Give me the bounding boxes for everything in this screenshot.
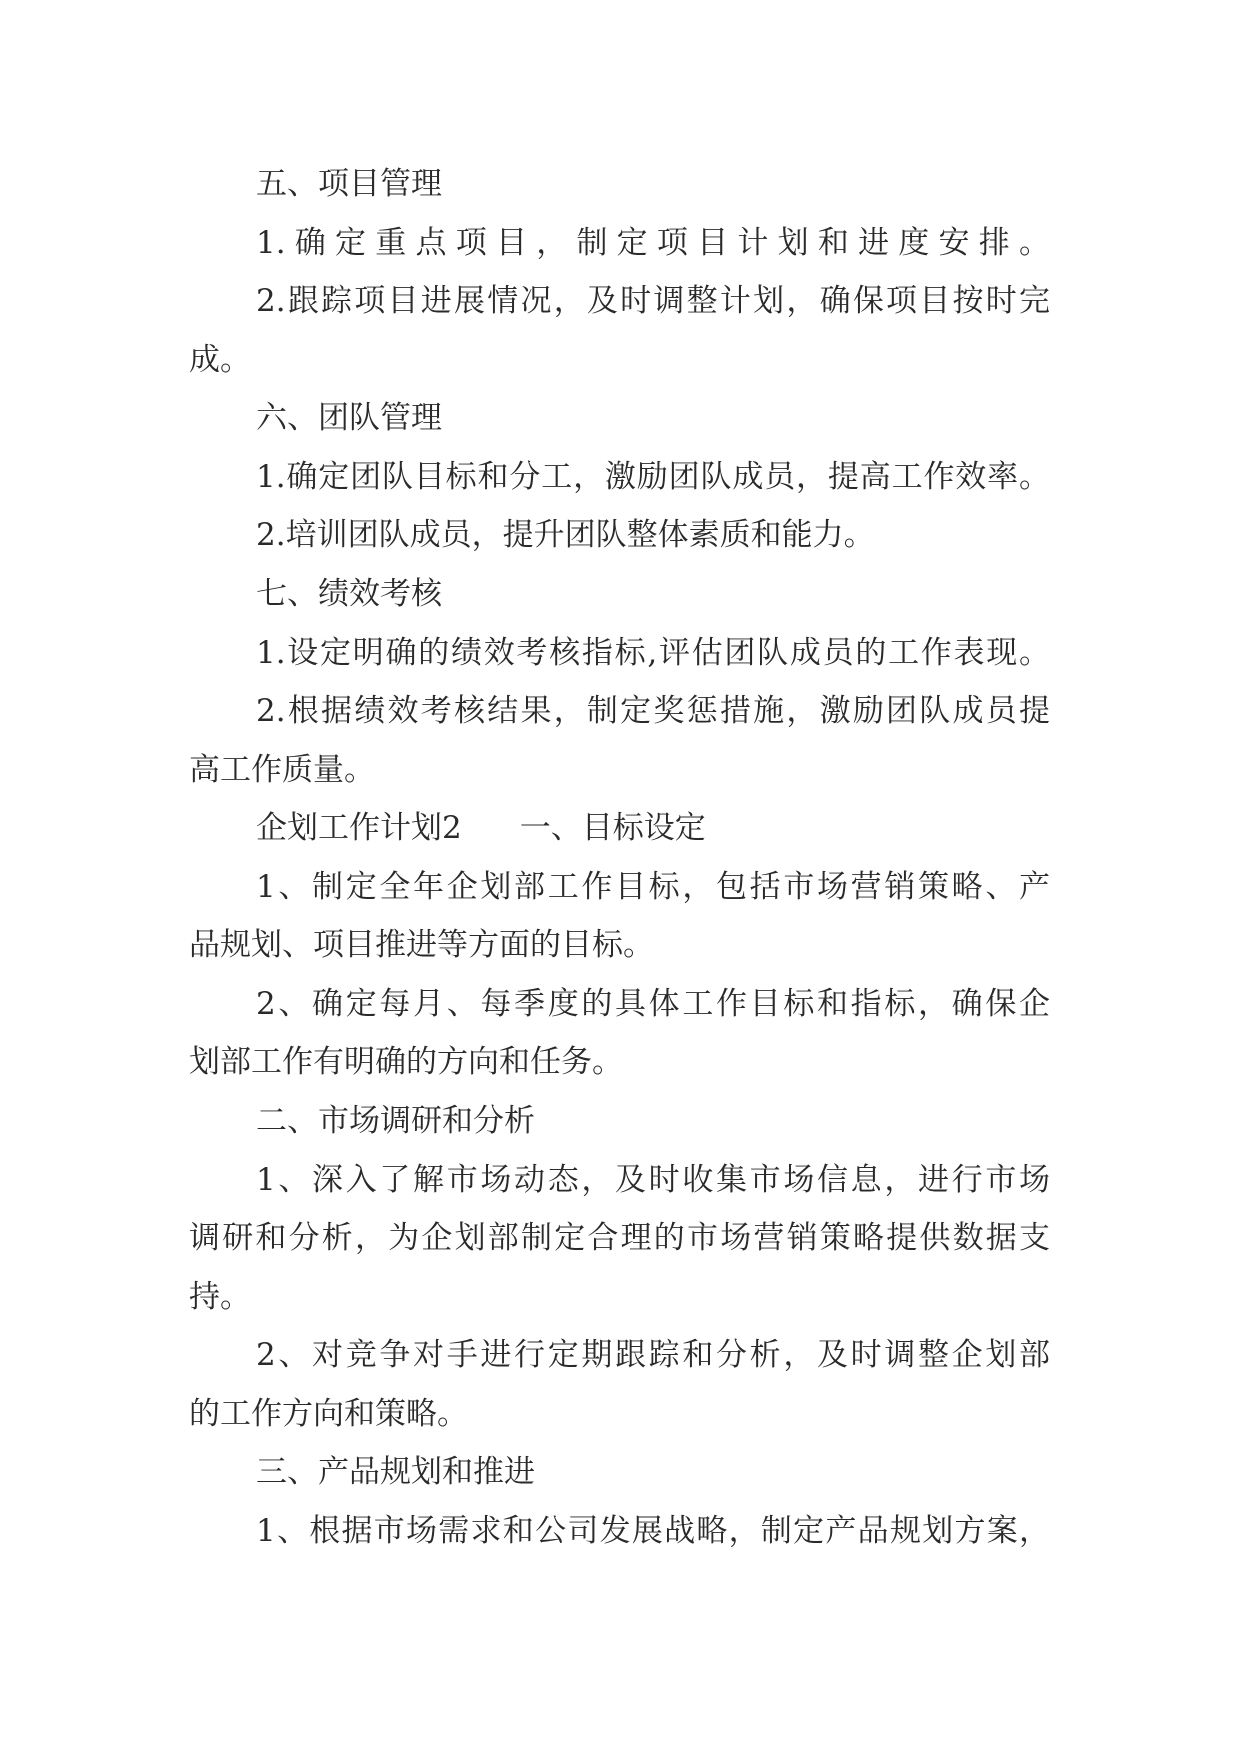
plan-title: 企划工作计划2 (256, 810, 462, 846)
paragraph-line: 2.根据绩效考核结果，制定奖惩措施，激励团队成员提 (256, 693, 1050, 729)
paragraph-line: 成。 (189, 342, 251, 378)
paragraph-line: 高工作质量。 (189, 752, 375, 788)
section-heading-7: 七、绩效考核 (256, 576, 442, 612)
paragraph-line: 1.确定重点项目，制定项目计划和进度安排。 (256, 225, 1050, 261)
paragraph-line: 1、根据市场需求和公司发展战略，制定产品规划方案， (256, 1513, 1050, 1549)
paragraph-line: 1.确定团队目标和分工，激励团队成员，提高工作效率。 (256, 459, 1050, 495)
paragraph-line: 2.跟踪项目进展情况，及时调整计划，确保项目按时完 (256, 283, 1050, 319)
section-heading-1: 一、目标设定 (519, 810, 706, 846)
section-heading-6: 六、团队管理 (256, 400, 442, 436)
paragraph-line: 品规划、项目推进等方面的目标。 (189, 927, 654, 963)
plan-title-line (256, 803, 706, 853)
section-heading-5: 五、项目管理 (256, 166, 442, 202)
paragraph-line: 的工作方向和策略。 (189, 1396, 468, 1432)
paragraph-line: 2.培训团队成员，提升团队整体素质和能力。 (256, 517, 875, 553)
paragraph-line: 2、确定每月、每季度的具体工作目标和指标，确保企 (256, 986, 1050, 1022)
paragraph-line: 调研和分析，为企划部制定合理的市场营销策略提供数据支 (189, 1220, 1050, 1256)
paragraph-line: 1、深入了解市场动态，及时收集市场信息，进行市场 (256, 1162, 1050, 1198)
section-heading-3: 三、产品规划和推进 (256, 1454, 535, 1490)
paragraph-line: 2、对竞争对手进行定期跟踪和分析，及时调整企划部 (256, 1337, 1050, 1373)
section-heading-2: 二、市场调研和分析 (256, 1103, 535, 1139)
paragraph-line: 1.设定明确的绩效考核指标,评估团队成员的工作表现。 (256, 635, 1050, 671)
paragraph-line: 1、制定全年企划部工作目标，包括市场营销策略、产 (256, 869, 1050, 905)
paragraph-line: 划部工作有明确的方向和任务。 (189, 1044, 623, 1080)
paragraph-line: 持。 (189, 1279, 251, 1315)
